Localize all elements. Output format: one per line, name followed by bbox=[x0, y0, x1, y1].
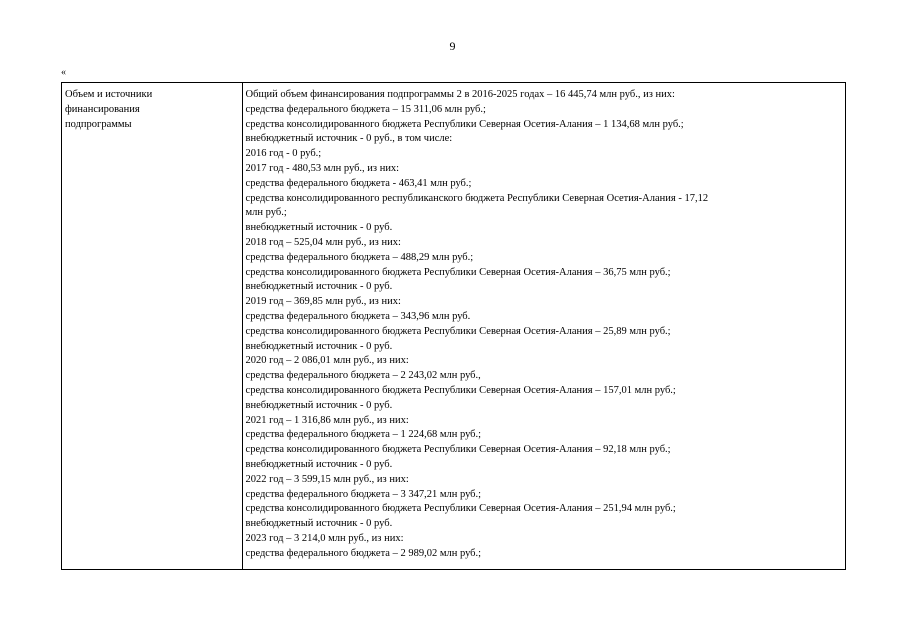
financing-text-line: средства консолидированного бюджета Республики Северная Осетия-Алания – 157,01 млн руб.; bbox=[245, 384, 676, 396]
financing-text-line: внебюджетный источник - 0 руб. bbox=[245, 518, 393, 530]
opening-quote-mark: « bbox=[61, 67, 66, 78]
label-text-line: финансирования bbox=[65, 103, 140, 115]
financing-text-line: средства федерального бюджета – 1 224,68 млн руб.; bbox=[245, 429, 482, 441]
financing-text-line: 2021 год – 1 316,86 млн руб., из них: bbox=[245, 414, 409, 426]
financing-text-line: средства консолидированного республиканского бюджета Республики Северная Осетия-Алания - 17,12 bbox=[245, 192, 709, 204]
financing-text-line: средства консолидированного бюджета Республики Северная Осетия-Алания – 92,18 млн руб.; bbox=[245, 444, 671, 456]
financing-text-line: средства федерального бюджета – 15 311,06 млн руб.; bbox=[245, 103, 486, 115]
financing-details bbox=[246, 88, 842, 562]
financing-text-line: средства консолидированного бюджета Республики Северная Осетия-Алания – 1 134,68 млн руб.; bbox=[245, 118, 684, 130]
page-number: 9 bbox=[449, 39, 456, 53]
financing-label-cell bbox=[62, 83, 243, 570]
financing-text-line: внебюджетный источник - 0 руб. bbox=[245, 281, 393, 293]
financing-text-line: средства федерального бюджета – 2 243,02 млн руб., bbox=[245, 370, 481, 382]
financing-text-line: 2023 год – 3 214,0 млн руб., из них: bbox=[245, 532, 404, 544]
label-text-line: подпрограммы bbox=[65, 118, 132, 130]
financing-text-line: внебюджетный источник - 0 руб., в том числе: bbox=[245, 133, 453, 145]
financing-text-line: средства федерального бюджета – 343,96 млн руб. bbox=[245, 310, 471, 322]
table-row bbox=[62, 83, 846, 570]
financing-text-line: внебюджетный источник - 0 руб. bbox=[245, 399, 393, 411]
financing-label bbox=[65, 88, 239, 132]
financing-text-line: 2017 год - 480,53 млн руб., из них: bbox=[245, 162, 400, 174]
financing-table bbox=[61, 82, 846, 570]
financing-text-line: Общий объем финансирования подпрограммы 2 в 2016-2025 годах – 16 445,74 млн руб., из них: bbox=[245, 89, 675, 100]
financing-text-line: 2022 год – 3 599,15 млн руб., из них: bbox=[245, 473, 409, 485]
label-text-line: Объем и источники bbox=[65, 89, 153, 100]
financing-text-line: 2019 год – 369,85 млн руб., из них: bbox=[245, 296, 401, 308]
financing-text-line: млн руб.; bbox=[245, 207, 287, 219]
financing-text-line: средства федерального бюджета - 463,41 млн руб.; bbox=[245, 177, 472, 189]
financing-text-line: внебюджетный источник - 0 руб. bbox=[245, 458, 393, 470]
financing-text-line: средства федерального бюджета – 2 989,02 млн руб.; bbox=[245, 547, 482, 559]
financing-content-cell bbox=[242, 83, 845, 570]
financing-text-line: 2018 год – 525,04 млн руб., из них: bbox=[245, 236, 401, 248]
financing-text-line: средства консолидированного бюджета Республики Северная Осетия-Алания – 36,75 млн руб.; bbox=[245, 266, 671, 278]
financing-text-line: средства федерального бюджета – 488,29 млн руб.; bbox=[245, 251, 474, 263]
financing-text-line: 2020 год – 2 086,01 млн руб., из них: bbox=[245, 355, 409, 367]
financing-text-line: внебюджетный источник - 0 руб. bbox=[245, 222, 393, 234]
financing-text-line: 2016 год - 0 руб.; bbox=[245, 148, 322, 160]
financing-text-line: средства консолидированного бюджета Республики Северная Осетия-Алания – 251,94 млн руб.; bbox=[245, 503, 676, 515]
financing-text-line: средства федерального бюджета – 3 347,21 млн руб.; bbox=[245, 488, 482, 500]
financing-text-line: средства консолидированного бюджета Республики Северная Осетия-Алания – 25,89 млн руб.; bbox=[245, 325, 671, 337]
financing-text-line: внебюджетный источник - 0 руб. bbox=[245, 340, 393, 352]
